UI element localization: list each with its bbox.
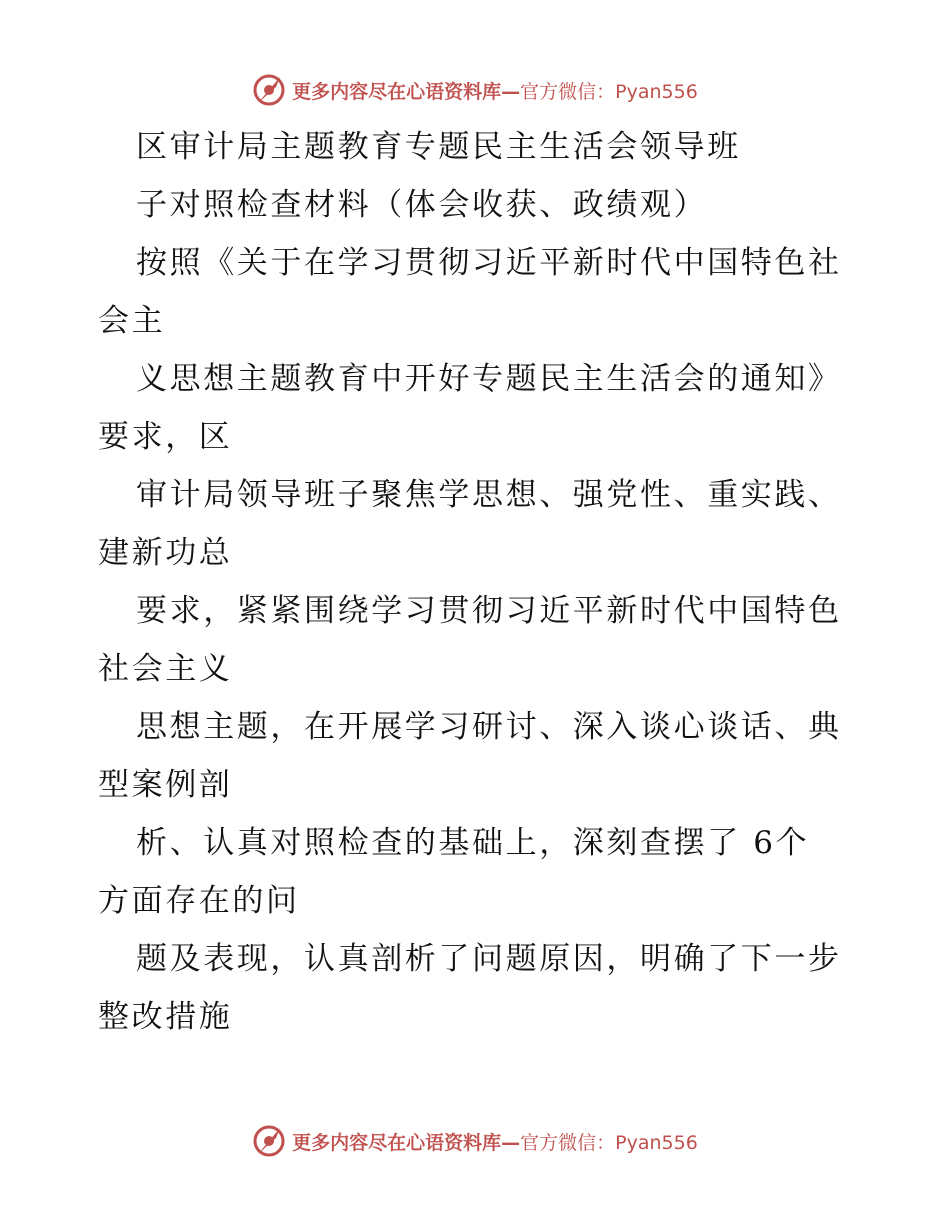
text-line: 区审计局主题教育专题民主生活会领导班 [136,129,741,165]
banner-text: 更多内容尽在心语资料库— [292,80,521,103]
text-line: 建新功总 [98,535,233,571]
text-line: 按照《关于在学习贯彻习近平新时代中国特色社 [136,245,842,281]
text-line: 社会主义 [98,651,233,687]
text-line: 型案例剖 [98,767,233,803]
text-line: 要求，紧紧围绕学习贯彻习近平新时代中国特色 [136,593,842,629]
text-line: 要求，区 [98,419,233,455]
banner-wechat: 官方微信：Pyan556 [520,80,698,103]
text-line: 会主 [98,303,166,339]
text-line: 思想主题，在开展学习研讨、深入谈心谈话、典 [136,709,842,745]
header-banner [0,70,950,110]
text-line: 方面存在的问 [98,883,300,919]
quill-logo-icon [252,1124,286,1158]
text-line: 题及表现，认真剖析了问题原因，明确了下一步 [136,941,842,977]
quill-logo-icon [252,73,286,107]
text-line: 子对照检查材料（体会收获、政绩观） [136,187,708,223]
banner-text: 更多内容尽在心语资料库— [292,1131,521,1154]
text-line: 审计局领导班子聚焦学思想、强党性、重实践、 [136,477,842,513]
document-body [98,118,858,1046]
text-line: 义思想主题教育中开好专题民主生活会的通知》 [136,361,842,397]
banner-wechat: 官方微信：Pyan556 [520,1131,698,1154]
text-line: 析、认真对照检查的基础上，深刻查摆了 6个 [136,825,810,861]
footer-banner [0,1121,950,1161]
text-line: 整改措施 [98,999,233,1035]
